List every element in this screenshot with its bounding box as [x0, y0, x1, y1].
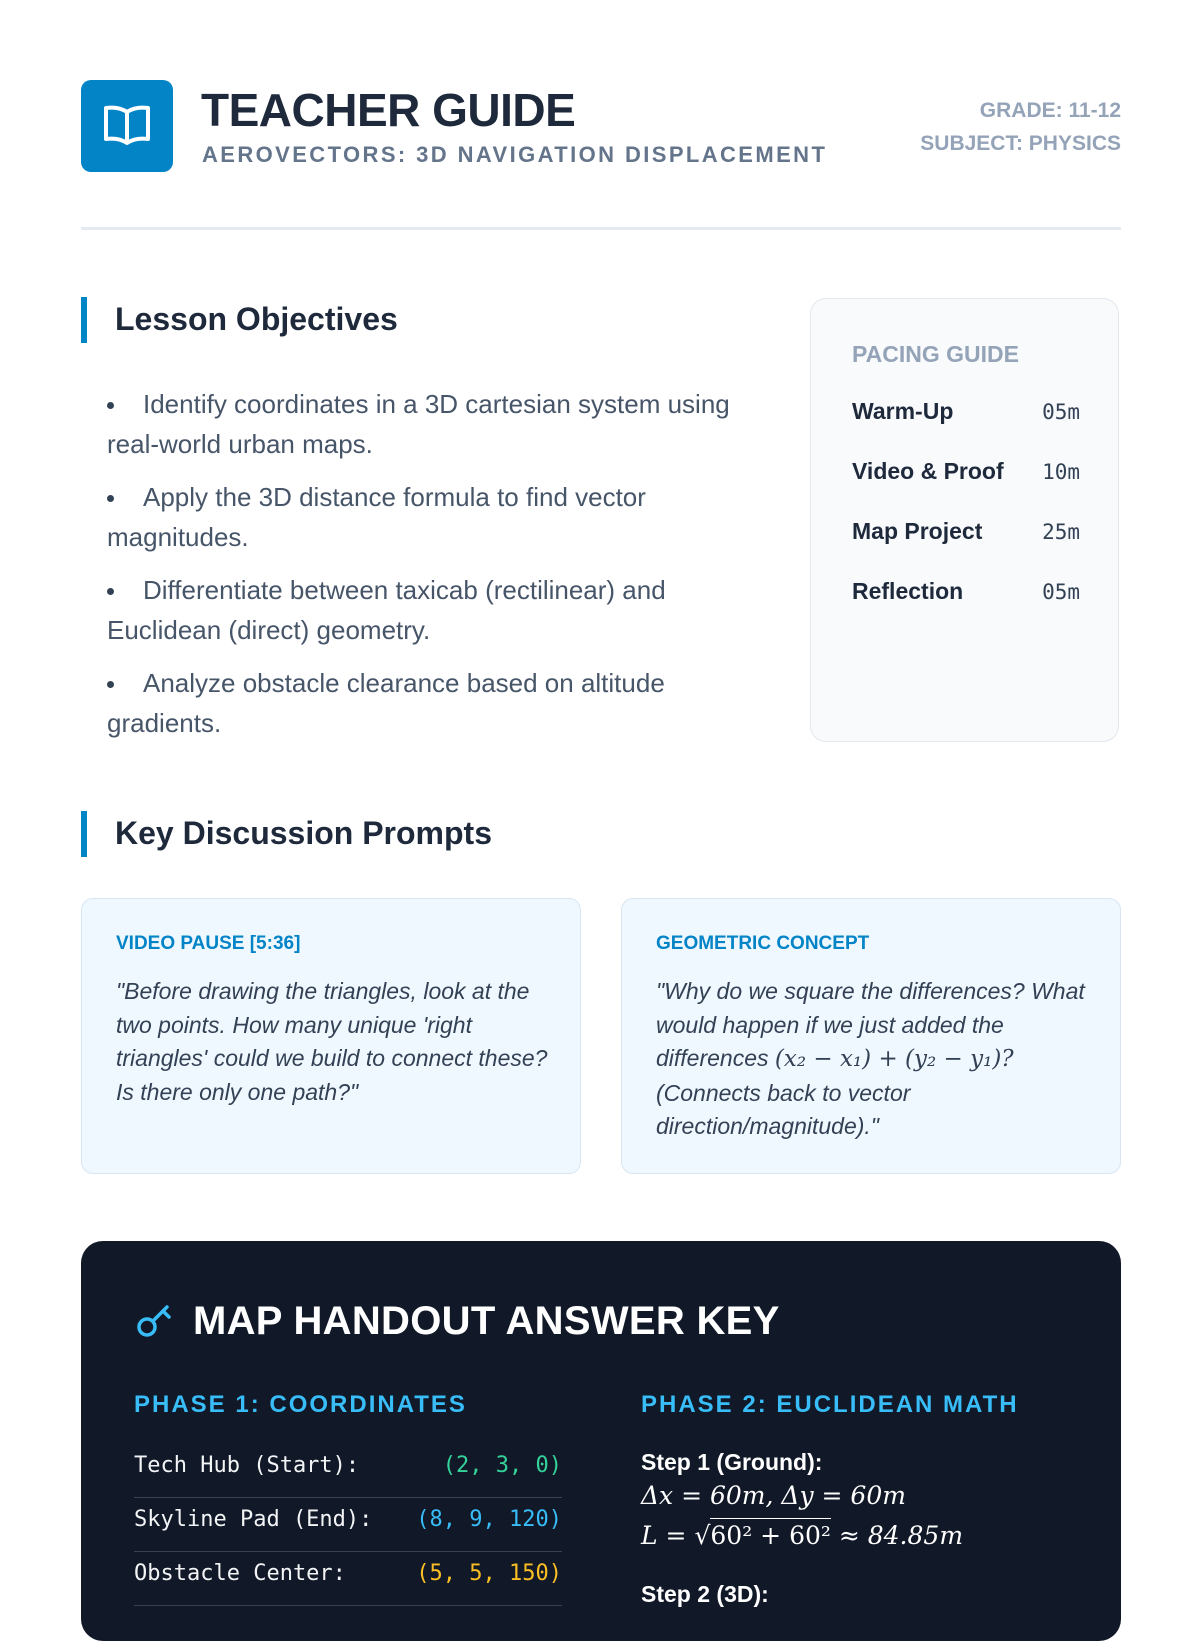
card-label: GEOMETRIC CONCEPT [656, 933, 870, 954]
header-divider [81, 227, 1121, 230]
pace-row [852, 578, 1080, 608]
pacing-guide [810, 298, 1119, 742]
step-label: Step 1 (Ground): [641, 1449, 823, 1475]
page-title: TEACHER GUIDE [201, 84, 576, 136]
pacing-title: PACING GUIDE [852, 341, 1019, 367]
length-result: ≈ 84.85m [830, 1521, 964, 1550]
open-book-icon [81, 80, 173, 172]
length-prefix: L = [641, 1521, 695, 1550]
course-meta [920, 94, 1121, 160]
coord-row [134, 1443, 562, 1498]
discussion-heading-text: Key Discussion Prompts [115, 815, 492, 851]
difference-formula: (x₂ − x₁) + (y₂ − y₁)? [774, 1046, 1014, 1072]
step-math-deltas: Δx = 60m, Δy = 60m [641, 1481, 906, 1510]
discussion-heading [81, 811, 492, 857]
pace-time: 25m [1042, 520, 1080, 544]
pace-label: Reflection [852, 578, 964, 604]
list-item: Analyze obstacle clearance based on altitude gradients. [107, 663, 737, 743]
step1 [641, 1449, 963, 1556]
prompt-card-video-pause [81, 898, 581, 1174]
teacher-guide-page [81, 0, 1121, 1607]
card-text [656, 975, 1096, 1144]
coord-row [134, 1497, 562, 1552]
coord-value: (2, 3, 0) [442, 1453, 562, 1478]
phase2-title: PHASE 2: EUCLIDEAN MATH [641, 1391, 1019, 1418]
grade-label: GRADE: 11-12 [979, 99, 1121, 122]
card-text-start: "Why do we square the differences? What would happen if we just added the differences [656, 978, 1085, 1071]
card-text-end: (Connects back to vector direction/magnitude)." [656, 1079, 911, 1139]
list-item: Identify coordinates in a 3D cartesian system using real-world urban maps. [107, 384, 737, 464]
list-item: Apply the 3D distance formula to find vector magnitudes. [107, 477, 737, 557]
page-subtitle: AEROVECTORS: 3D NAVIGATION DISPLACEMENT [202, 142, 828, 167]
pace-time: 05m [1042, 400, 1080, 424]
header [81, 80, 1121, 180]
card-label: VIDEO PAUSE [5:36] [116, 933, 301, 954]
step-math-length [641, 1516, 963, 1556]
step-label: Step 2 (3D): [641, 1581, 769, 1607]
coord-label: Tech Hub (Start): [134, 1453, 360, 1478]
sqrt-symbol: √ [694, 1521, 711, 1550]
phase1-title: PHASE 1: COORDINATES [134, 1391, 467, 1418]
coord-label: Skyline Pad (End): [134, 1507, 373, 1532]
list-item: Differentiate between taxicab (rectilinear) and Euclidean (direct) geometry. [107, 570, 737, 650]
objectives-heading [81, 297, 398, 343]
pace-label: Video & Proof [852, 458, 1004, 484]
coord-value: (8, 9, 120) [416, 1507, 562, 1532]
card-text: "Before drawing the triangles, look at the two points. How many unique 'right triangles' could we build to connect these? Is there only one path?" [116, 978, 548, 1105]
pace-label: Warm-Up [852, 398, 954, 424]
step2 [641, 1581, 769, 1608]
pace-time: 05m [1042, 580, 1080, 604]
pace-row [852, 398, 1080, 428]
pace-time: 10m [1042, 460, 1080, 484]
objectives-list [107, 384, 737, 756]
answer-key-title: MAP HANDOUT ANSWER KEY [193, 1299, 780, 1343]
objectives-heading-text: Lesson Objectives [115, 301, 398, 337]
subject-label: SUBJECT: PHYSICS [920, 132, 1121, 155]
coord-value: (5, 5, 150) [416, 1561, 562, 1586]
prompt-card-geometric-concept [621, 898, 1121, 1174]
key-icon [135, 1303, 175, 1344]
pace-row [852, 518, 1080, 548]
pace-label: Map Project [852, 518, 983, 544]
sqrt-radicand: 60² + 60² [710, 1518, 831, 1550]
pace-row [852, 458, 1080, 488]
answer-key-panel [81, 1241, 1121, 1641]
coord-row [134, 1551, 562, 1606]
coord-label: Obstacle Center: [134, 1561, 346, 1586]
